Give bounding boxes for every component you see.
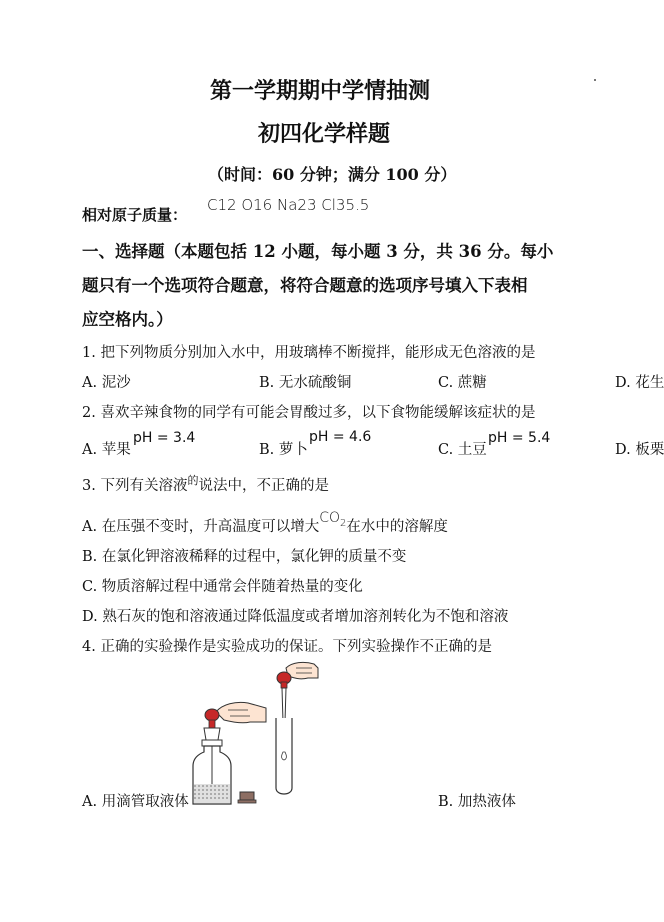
question-2-option-c-ph: pH = 5.4 bbox=[488, 430, 551, 446]
section-heading-line-1: 一、选择题（本题包括 12 小题，每小题 3 分，共 36 分。每小 bbox=[82, 242, 554, 261]
co2-formula-subscript: 2 bbox=[340, 517, 347, 529]
question-3-stem-small-char: 的 bbox=[187, 474, 199, 487]
question-3-stem-start: 3. 下列有关溶液 bbox=[82, 478, 188, 494]
question-1-option-b: B. 无水硫酸铜 bbox=[259, 375, 352, 391]
page-subtitle: 初四化学样题 bbox=[258, 121, 391, 147]
section-heading-line-3: 应空格内。） bbox=[82, 310, 173, 329]
question-2-option-b: B. 萝卜 bbox=[259, 442, 308, 458]
co2-formula-text: CO bbox=[319, 510, 340, 526]
question-2-option-c: C. 土豆 bbox=[438, 442, 487, 458]
question-2-option-b-ph: pH = 4.6 bbox=[309, 429, 372, 445]
question-3-option-d: D. 熟石灰的饱和溶液通过降低温度或者增加溶剂转化为不饱和溶液 bbox=[82, 609, 509, 625]
question-1-option-d: D. 花生 bbox=[615, 375, 664, 391]
question-3-option-a-end: 在水中的溶解度 bbox=[346, 519, 448, 535]
question-4-option-b: B. 加热液体 bbox=[438, 794, 516, 810]
question-3-option-a bbox=[82, 510, 448, 538]
page-title: 第一学期期中学情抽测 bbox=[210, 78, 431, 104]
test-tube-dropper-illustration bbox=[268, 660, 320, 802]
section-heading-line-2: 题只有一个选项符合题意，将符合题意的选项序号填入下表相 bbox=[82, 276, 528, 295]
atomic-mass-label: 相对原子质量： bbox=[82, 206, 188, 224]
co2-formula bbox=[319, 510, 347, 529]
question-2-option-d: D. 板栗 bbox=[615, 442, 664, 458]
question-3-option-a-start: A. 在压强不变时，升高温度可以增大 bbox=[82, 519, 320, 535]
exam-meta: （时间：60 分钟；满分 100 分） bbox=[208, 165, 457, 184]
question-4-option-a: A. 用滴管取液体 bbox=[82, 794, 189, 810]
question-1-option-c: C. 蔗糖 bbox=[438, 375, 487, 391]
question-1-option-a: A. 泥沙 bbox=[82, 375, 131, 391]
atomic-mass-values: C12 O16 Na23 Cl35.5 bbox=[207, 196, 370, 214]
question-2-option-a: A. 苹果 bbox=[82, 442, 131, 458]
question-1-stem: 1. 把下列物质分别加入水中，用玻璃棒不断搅拌，能形成无色溶液的是 bbox=[82, 345, 536, 361]
dropper-bottle-illustration bbox=[190, 692, 268, 808]
question-2-option-a-ph: pH = 3.4 bbox=[133, 430, 196, 446]
question-3-stem-end: 说法中，不正确的是 bbox=[198, 478, 329, 494]
question-3-option-b: B. 在氯化钾溶液稀释的过程中，氯化钾的质量不变 bbox=[82, 549, 407, 565]
question-4-stem: 4. 正确的实验操作是实验成功的保证。下列实验操作不正确的是 bbox=[82, 639, 492, 655]
stray-mark bbox=[594, 79, 596, 81]
question-3-option-c: C. 物质溶解过程中通常会伴随着热量的变化 bbox=[82, 579, 363, 595]
question-3-stem bbox=[82, 474, 329, 495]
question-2-stem: 2. 喜欢辛辣食物的同学有可能会胃酸过多，以下食物能缓解该症状的是 bbox=[82, 405, 536, 421]
